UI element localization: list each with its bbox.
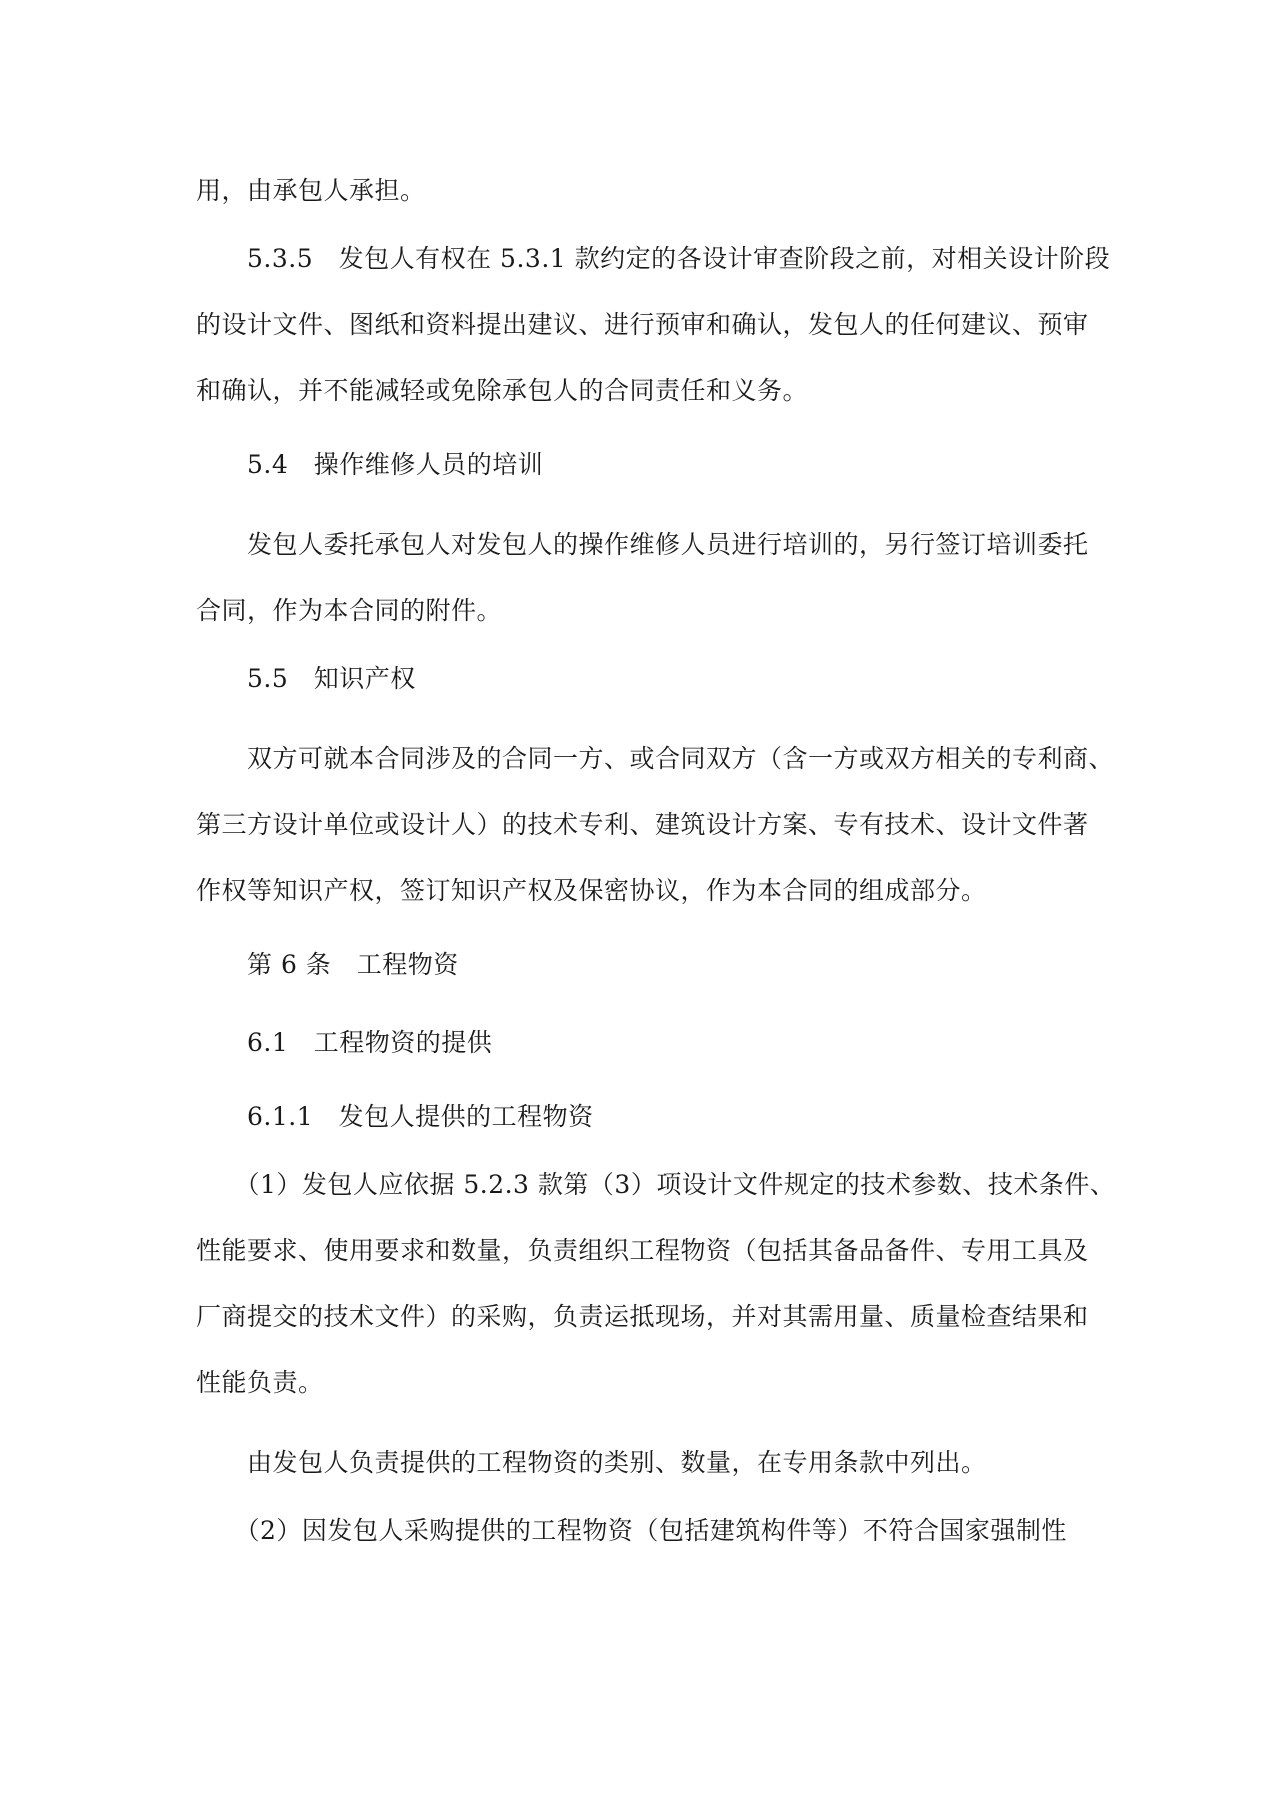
paragraph-5-4-body: [196, 512, 1096, 644]
text-line: 5.5 知识产权: [196, 664, 416, 693]
paragraph-6-1-1-item-2: [196, 1498, 1096, 1564]
text-line: 作权等知识产权，签订知识产权及保密协议，作为本合同的组成部分。: [196, 876, 987, 905]
paragraph-6-1-1-list-note: [196, 1430, 1096, 1496]
text-line: 第 6 条 工程物资: [196, 950, 459, 979]
paragraph-continuation: [196, 158, 1096, 224]
heading-5-5: [196, 646, 1096, 712]
heading-5-4: [196, 432, 1096, 498]
text-line: 双方可就本合同涉及的合同一方、或合同双方（含一方或双方相关的专利商、: [196, 744, 1115, 773]
text-line: （1）发包人应依据 5.2.3 款第（3）项设计文件规定的技术参数、技术条件、: [196, 1170, 1116, 1199]
heading-6-1-1: [196, 1084, 1096, 1150]
text-line: 性能负责。: [196, 1368, 324, 1397]
paragraph-5-3-5: [196, 226, 1111, 424]
text-line: 5.4 操作维修人员的培训: [196, 450, 544, 479]
text-line: 发包人委托承包人对发包人的操作维修人员进行培训的，另行签订培训委托: [196, 530, 1089, 559]
text-line: （2）因发包人采购提供的工程物资（包括建筑构件等）不符合国家强制性: [196, 1516, 1067, 1545]
text-line: 5.3.5 发包人有权在 5.3.1 款约定的各设计审查阶段之前，对相关设计阶段: [196, 244, 1111, 273]
heading-article-6: [196, 932, 1096, 998]
heading-6-1: [196, 1010, 1096, 1076]
text-line: 第三方设计单位或设计人）的技术专利、建筑设计方案、专有技术、设计文件著: [196, 810, 1089, 839]
text-line: 6.1 工程物资的提供: [196, 1028, 493, 1057]
text-line: 用，由承包人承担。: [196, 176, 426, 205]
paragraph-6-1-1-item-1: [196, 1152, 1116, 1416]
text-line: 厂商提交的技术文件）的采购，负责运抵现场，并对其需用量、质量检查结果和: [196, 1302, 1089, 1331]
text-line: 6.1.1 发包人提供的工程物资: [196, 1102, 594, 1131]
text-line: 合同，作为本合同的附件。: [196, 596, 503, 625]
paragraph-5-5-body: [196, 726, 1115, 924]
text-line: 由发包人负责提供的工程物资的类别、数量，在专用条款中列出。: [196, 1448, 987, 1477]
text-line: 和确认，并不能减轻或免除承包人的合同责任和义务。: [196, 376, 809, 405]
text-line: 的设计文件、图纸和资料提出建议、进行预审和确认，发包人的任何建议、预审: [196, 310, 1089, 339]
text-line: 性能要求、使用要求和数量，负责组织工程物资（包括其备品备件、专用工具及: [196, 1236, 1089, 1265]
